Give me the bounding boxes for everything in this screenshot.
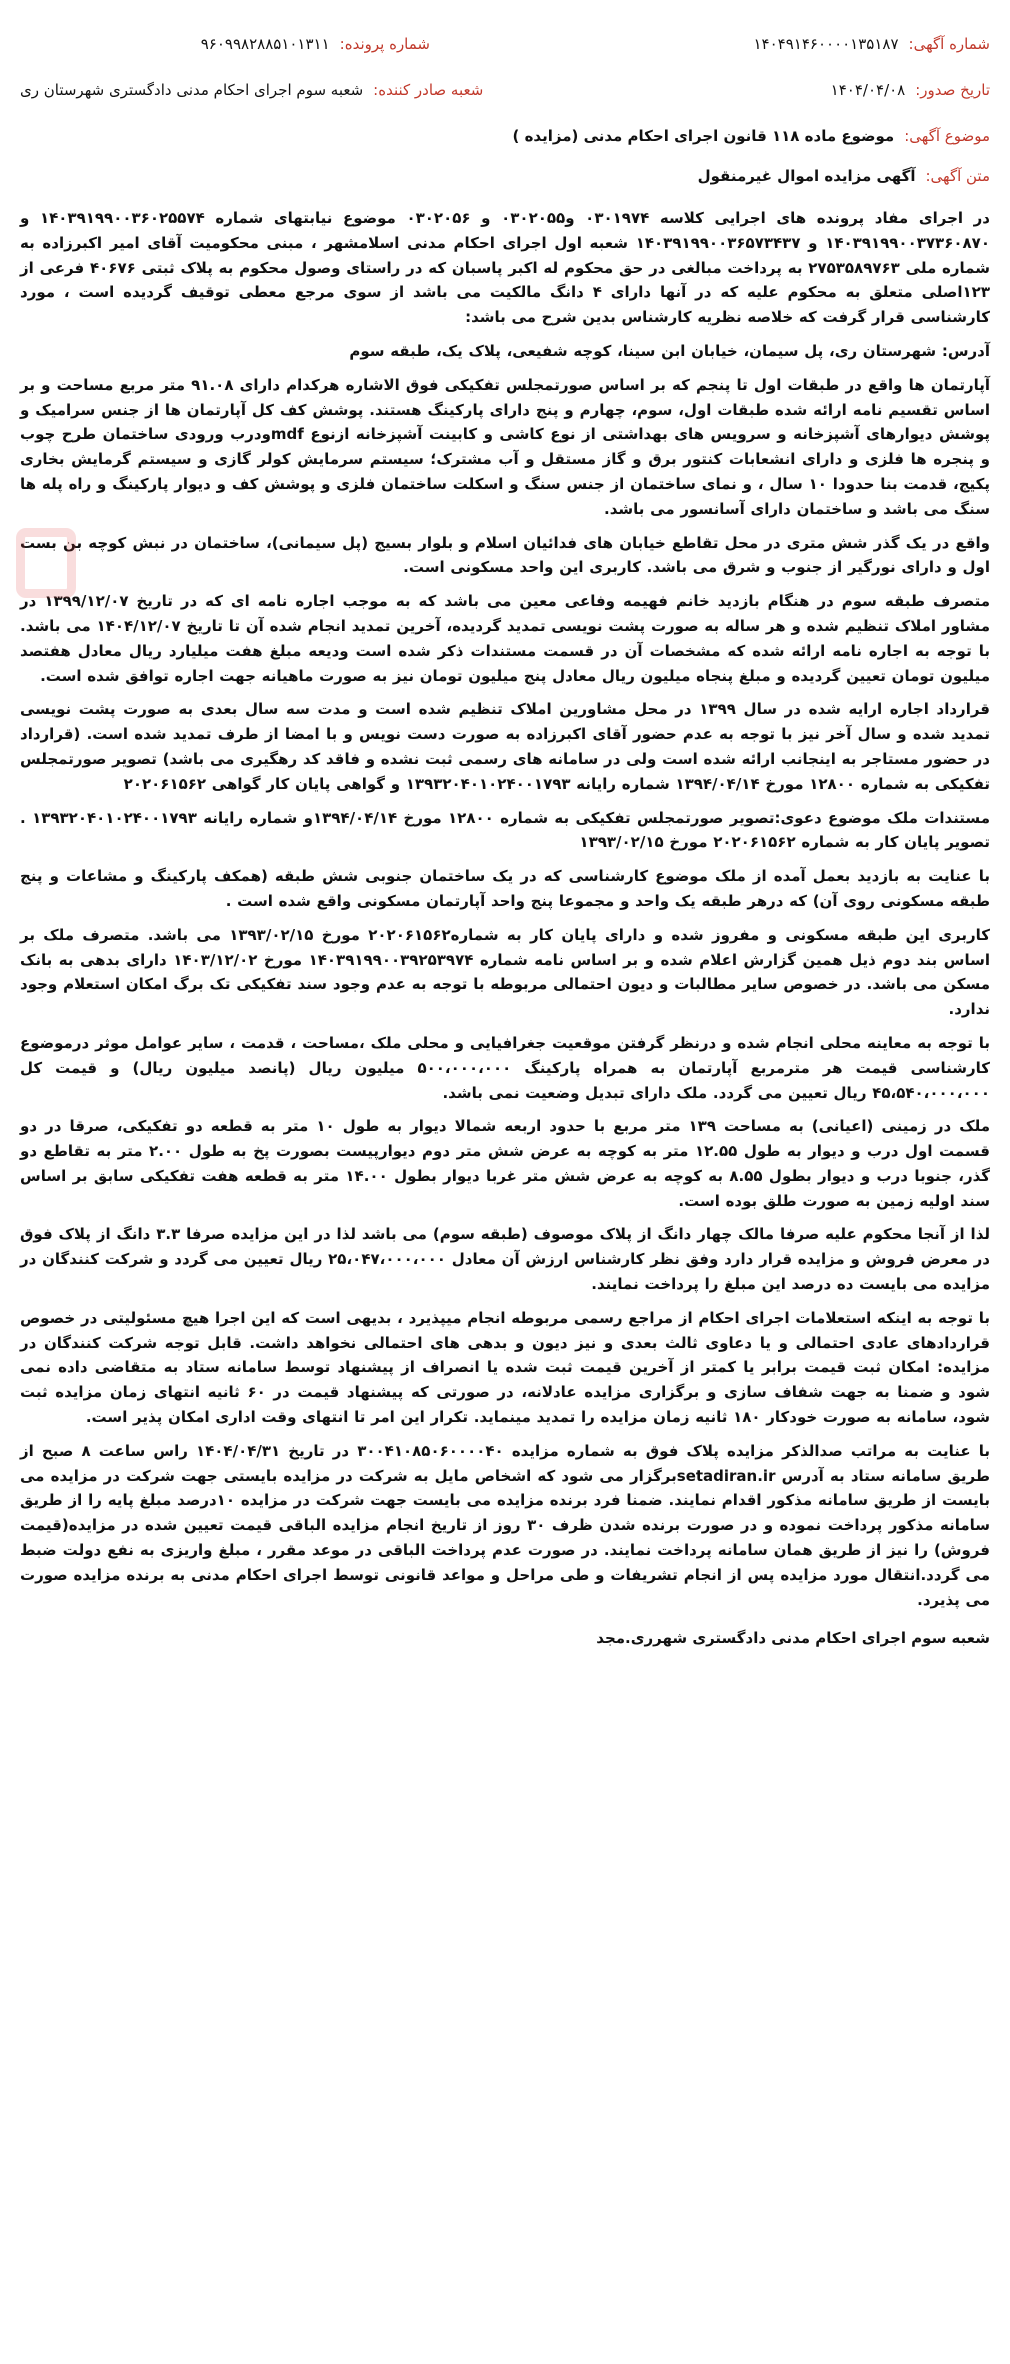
paragraph-lease: قرارداد اجاره ارایه شده در سال ۱۳۹۹ در محل مشاورین املاک تنظیم شده است و مدت سه سال بعدی به صورت پشت نویسی تمدید شده و سال آخر نیز با توجه به عدم حضور آقای اکبرزاده به صورت دست نویس و با امضا از طرف تمدید شده است. (قرارداد در حضور مستاجر به اینجانب ارائه شده است ولی در سامانه های رسمی ثبت نشده و فاقد کد رهگیری می باشد) تصویر صورتمجلس تفکیکی به شماره ۱۲۸۰۰ مورخ ۱۳۹۴/۰۴/۱۴ شماره رایانه ۱۳۹۳۲۰۴۰۱۰۲۴۰۰۱۷۹۳ و گواهی پایان کار گواهی ۲۰۲۰۶۱۵۶۲ (20, 700, 990, 793)
ad-number-label: شماره آگهی: (908, 35, 990, 53)
ad-number-value: ۱۴۰۴۹۱۴۶۰۰۰۰۱۳۵۱۸۷ (753, 35, 899, 53)
paragraph-usage: کاربری این طبقه مسکونی و مفروز شده و دارای پایان کار به شماره۲۰۲۰۶۱۵۶۲ مورخ ۱۳۹۳/۰۲/۱۵ می باشد. متصرف ملک بر اساس بند دوم ذیل همین گزارش اعلام شده و بر اساس نامه شماره ۱۴۰۳۹۱۹۹۰۰۳۹۲۵۳۹۷۴ مورخ ۱۴۰۳/۱۲/۰۲ دارای بدهی به بانک مسکن می باشد. در خصوص سایر مطالبات و دیون احتمالی مربوطه با توجه به عدم وجود سند تفکیکی تک برگ امکان استعلام وجود ندارد. (20, 925, 990, 1019)
file-number-value: ۹۶۰۹۹۸۲۸۸۵۱۰۱۳۱۱ (200, 35, 330, 53)
paragraph-liability: با توجه به اینکه استعلامات اجرای احکام از مراجع رسمی مربوطه انجام میپذیرد ، بدیهی است که این اجرا هیچ مسئولیتی در خصوص قراردادهای عادی احتمالی و یا دعاوی ثالث بعدی و نیز دیون و بدهی های احتمالی نخواهد داشت. قابل توجه شرکت کنندگان در مزایده: امکان ثبت قیمت برابر یا کمتر از آخرین قیمت ثبت شده یا انصراف از پیشنهاد توسط سامانه ستاد به متقاضی داده نمی شود و ضمنا به جهت شفاف سازی و برگزاری مزایده عادلانه، در صورتی که پیشنهاد قیمت در ۶۰ ثانیه انتهای زمان مزایده ثبت شود، سامانه به صورت خودکار ۱۸۰ ثانیه زمان مزایده را تمدید مینماید. تکرار این امر تا انتهای وقت اداری امکان پذیر است. (20, 1308, 991, 1427)
meta-row-2 (20, 80, 990, 100)
issue-date-label: تاریخ صدور: (915, 81, 990, 99)
paragraph-description: آپارتمان ها واقع در طبقات اول تا پنجم که بر اساس صورتمجلس تفکیکی فوق الاشاره هرکدام دارای ۹۱.۰۸ متر مربع مساحت و بر اساس تقسیم نامه ارائه شده طبقات اول، سوم، چهارم و پنج دارای پارکینگ هستند. پوشش کف کل آپارتمان ها از جنس سرامیک و پوشش دیوارهای آشپزخانه و سرویس های بهداشتی از نوع کاشی و کابینت آشپزخانه ازنوع mdfودرب ورودی ساختمان طرح چوب و پنجره ها فلزی و دارای انشعابات کنتور برق و گاز مستقل و آب مشترک؛ سیستم سرمایش کولر گازی و سیستم گرمایش بخاری پکیج، قدمت بنا حدودا ۱۰ سال ، و نمای ساختمان از جنس سنگ و اسکلت ساختمان فلزی و پوشش کف و دیوار پارکینگ و راه پله ها سنگ می باشد و ساختمان دارای آسانسور می باشد. (20, 375, 990, 518)
paragraph-valuation: با توجه به معاینه محلی انجام شده و درنظر گرفتن موقعیت جغرافیایی و محلی ملک ،مساحت ، قدمت ، سایر عوامل موثر درموضوع کارشناسی قیمت هر مترمربع آپارتمان به همراه پارکینگ ۵۰۰،۰۰۰،۰۰۰ میلیون ریال (پانصد میلیون ریال) و قیمت کل ۴۵،۵۴۰،۰۰۰،۰۰۰ ریال تعیین می گردد. ملک دارای تبدیل وضعیت نمی باشد. (20, 1033, 990, 1102)
ad-text-label: متن آگهی: (925, 167, 990, 185)
paragraph-share: لذا از آنجا محکوم علیه صرفا مالک چهار دانگ از پلاک موصوف (طبقه سوم) می باشد لذا در این مزایده صرفا ۳.۳ دانگ از پلاک فوق در معرض فروش و مزایده قرار دارد وفق نظر کارشناس ارزش آن معادل ۲۵،۰۴۷،۰۰۰،۰۰۰ ریال تعیین می گردد و شرکت کنندگان در مزایده می بایست ده درصد این مبلغ را پرداخت نمایند. (20, 1225, 990, 1294)
issue-date-value: ۱۴۰۴/۰۴/۰۸ (830, 81, 906, 99)
paragraph-auction-terms: با عنایت به مراتب صدالذکر مزایده پلاک فوق به شماره مزایده ۳۰۰۴۱۰۸۵۰۶۰۰۰۰۴۰ در تاریخ ۱۴۰۴/۰۴/۳۱ راس ساعت ۸ صبح از طریق سامانه ستاد به آدرس setadiran.irبرگزار می شود که اشخاص مایل به شرکت در مزایده بایستی جهت شرکت در مزایده می بایست از طریق سامانه مذکور اقدام نمایند. ضمنا فرد برنده مزایده می بایست جهت شرکت در مزایده ۱۰درصد مبلغ پایه را از طریق سامانه مذکور پرداخت نموده و در صورت برنده شدن ظرف ۳۰ روز از تاریخ انجام مزایده الباقی قیمت تعیین شده در مزایده(قیمت فروش) را نیز از طریق همان سامانه پرداخت نمایند. در صورت عدم پرداخت الباقی در موعد مقرر ، مبلغ واریزی به نفع دولت ضبط می گردد.انتقال مورد مزایده پس از انجام تشریفات و طی مراحل و مواعد قانونی توسط اجرای احکام مدنی به برنده مزایده صورت می پذیرد. (20, 1441, 990, 1609)
paragraph-land: ملک در زمینی (اعیانی) به مساحت ۱۳۹ متر مربع با حدود اربعه شمالا دیوار به طول ۱۰ متر به قطعه دو تفکیکی، صرقا در دو قسمت اول درب و دیوار به طول ۱۲.۵۵ متر به کوچه به عرض شش متر دوم دیوارپیست بصورت پخ به طول ۲.۰۰ متر به تقاطع دو گذر، جنوبا درب و دیوار بطول ۸.۵۵ به کوچه به عرض شش متر غربا دیوار بطول ۱۴.۰۰ متر به قطعه هفت تفکیکی سابق بر اساس سند اولیه زمین به صورت طلق بوده است. (20, 1117, 991, 1210)
ad-text-row (20, 166, 990, 186)
paragraph-intro: در اجرای مفاد پرونده های اجرایی کلاسه ۰۳۰۱۹۷۴ و۰۳۰۲۰۵۵ و ۰۳۰۲۰۵۶ موضوع نیابتهای شماره ۱۴۰۳۹۱۹۹۰۰۳۶۰۲۵۵۷۴ و ۱۴۰۳۹۱۹۹۰۰۳۷۳۶۰۸۷۰ و ۱۴۰۳۹۱۹۹۰۰۳۶۵۷۳۴۳۷ شعبه اول اجرای احکام مدنی اسلامشهر ، مبنی محکومیت آقای امیر اکبرزاده به شماره ملی ۲۷۵۳۵۸۹۷۶۳ به پرداخت مبالغی در حق محکوم له اکبر پاسبان که در راستای وصول محکوم به پلاک ثبتی ۴۰۶۷۶ فرعی از ۱۲۳اصلی متعلق به محکوم علیه که در آنها دارای ۴ دانگ مالکیت می باشد از سوی مرجع معطی توقیف گردیده است ، مورد کارشناسی قرار گرفت که خلاصه نظریه کارشناس بدین شرح می باشد: (20, 209, 990, 327)
file-number-label: شماره پرونده: (339, 35, 430, 53)
ad-text-title: آگهی مزایده اموال غیرمنقول (697, 167, 916, 185)
file-number-field (201, 34, 430, 54)
subject-row (20, 126, 990, 146)
issue-date-field (483, 80, 990, 100)
issuer-value: شعبه سوم اجرای احکام مدنی دادگستری شهرستان ری (20, 81, 364, 99)
signature-line: شعبه سوم اجرای احکام مدنی دادگستری شهرری.مجد (596, 1629, 990, 1648)
subject-value: موضوع ماده ۱۱۸ قانون اجرای احکام مدنی (مزایده ) (512, 127, 895, 145)
ad-number-field (430, 34, 990, 54)
subject-label: موضوع آگهی: (904, 127, 990, 145)
paragraph-inspection: با عنایت به بازدید بعمل آمده از ملک موضوع کارشناسی که در یک ساختمان جنوبی شش طبقه (همکف پارکینگ و مشاعات و پنج طبقه مسکونی روی آن) که درهر طبقه یک واحد و مجموعا پنج واحد آپارتمان مسکونی واقع شده است . (20, 867, 990, 910)
paragraph-occupant: متصرف طبقه سوم در هنگام بازدید خانم فهیمه وفاعی معین می باشد که به موجب اجاره نامه ای که در تاریخ ۱۳۹۹/۱۲/۰۷ در مشاور املاک تنظیم شده و هر ساله به صورت پشت نویسی تمدید گردیده، آخرین تمدید انجام شده آن تا تاریخ ۱۴۰۴/۱۲/۰۷ می باشد. با توجه به اجاره نامه ارائه شده که مشخصات آن در قسمت مستندات ذکر شده است ودیعه مبلغ هفت میلیارد ریال معادل هفتصد میلیون تومان تعیین گردیده و مبلغ پنجاه میلیون ریال معادل پنج میلیون تومان نیز به صورت ماهیانه جهت اجاره توافق شده است. (20, 592, 990, 685)
meta-row-1 (20, 34, 990, 54)
issuer-field (20, 80, 483, 100)
issuer-label: شعبه صادر کننده: (373, 81, 484, 99)
paragraph-location: واقع در یک گذر شش متری در محل تقاطع خیابان های فدائیان اسلام و بلوار بسیج (پل سیمانی)، ساختمان در نبش کوچه بن بست اول و دارای نورگیر از جنوب و شرق می باشد. کاربری این واحد مسکونی است. (20, 533, 990, 577)
paragraph-address: آدرس: شهرستان ری، پل سیمان، خیابان ابن سینا، کوچه شفیعی، پلاک یک، طبقه سوم (349, 341, 990, 360)
paragraph-documents: مستندات ملک موضوع دعوی:تصویر صورتمجلس تفکیکی به شماره ۱۲۸۰۰ مورخ ۱۳۹۴/۰۴/۱۴و شماره رایانه ۱۳۹۳۲۰۴۰۱۰۲۴۰۰۱۷۹۳ . تصویر پایان کار به شماره ۲۰۲۰۶۱۵۶۲ مورخ ۱۳۹۳/۰۲/۱۵ (20, 808, 990, 852)
